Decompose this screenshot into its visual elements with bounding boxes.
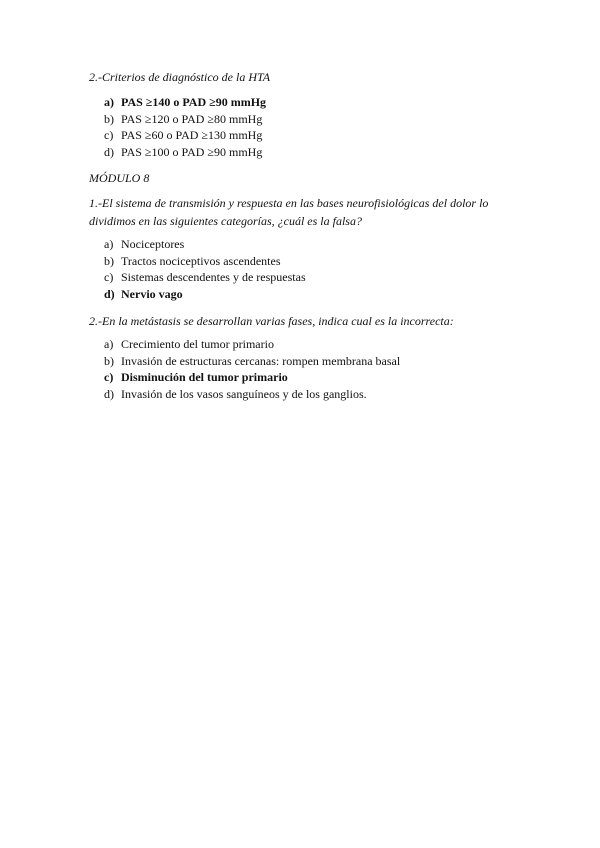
option-letter: a) bbox=[104, 237, 114, 251]
option-text: Tractos nociceptivos ascendentes bbox=[121, 253, 281, 268]
option-text: Sistemas descendentes y de respuestas bbox=[121, 270, 306, 284]
question-dolor: 1.-El sistema de transmisión y respuesta en las bases neurofisiológicas del dolor lo dividimos en las siguientes categorías, ¿cuál es la falsa? bbox=[89, 196, 489, 228]
option-text: PAS ≥100 o PAD ≥90 mmHg bbox=[121, 144, 263, 159]
option-dolor-b bbox=[104, 253, 306, 270]
question-metastasis: 2.-En la metástasis se desarrollan varias fases, indica cual es la incorrecta: bbox=[89, 314, 454, 328]
option-text: Nociceptores bbox=[121, 237, 185, 251]
option-text: PAS ≥140 o PAD ≥90 mmHg bbox=[121, 95, 267, 109]
option-letter: d) bbox=[104, 144, 114, 159]
option-metastasis-a bbox=[104, 336, 400, 353]
option-text: Disminución del tumor primario bbox=[121, 370, 288, 384]
option-letter: c) bbox=[104, 270, 114, 284]
question-hta: 2.-Criterios de diagnóstico de la HTA bbox=[89, 70, 271, 84]
option-text: Nervio vago bbox=[121, 286, 183, 301]
option-text: Invasión de los vasos sanguíneos y de los ganglios. bbox=[121, 386, 367, 401]
option-hta-d bbox=[104, 144, 266, 161]
option-hta-c bbox=[104, 127, 266, 144]
option-metastasis-d bbox=[104, 386, 400, 403]
option-letter: c) bbox=[104, 128, 114, 142]
option-letter: b) bbox=[104, 353, 114, 368]
module-heading: MÓDULO 8 bbox=[89, 171, 150, 185]
option-text: PAS ≥60 o PAD ≥130 mmHg bbox=[121, 128, 263, 142]
option-letter: b) bbox=[104, 111, 114, 126]
option-letter: c) bbox=[104, 370, 114, 384]
option-hta-a bbox=[104, 94, 266, 111]
option-dolor-c bbox=[104, 269, 306, 286]
option-text: PAS ≥120 o PAD ≥80 mmHg bbox=[121, 111, 263, 126]
option-letter: d) bbox=[104, 386, 114, 401]
options-dolor bbox=[104, 236, 306, 302]
option-text: Invasión de estructuras cercanas: rompen membrana basal bbox=[121, 353, 401, 368]
option-dolor-a bbox=[104, 236, 306, 253]
option-letter: d) bbox=[104, 286, 115, 301]
option-letter: b) bbox=[104, 253, 114, 268]
option-dolor-d bbox=[104, 286, 306, 303]
option-letter: a) bbox=[104, 337, 114, 351]
option-text: Crecimiento del tumor primario bbox=[121, 337, 274, 351]
options-hta bbox=[104, 94, 266, 160]
option-metastasis-c bbox=[104, 369, 400, 386]
option-hta-b bbox=[104, 111, 266, 128]
option-metastasis-b bbox=[104, 353, 400, 370]
option-letter: a) bbox=[104, 95, 114, 109]
options-metastasis bbox=[104, 336, 400, 402]
